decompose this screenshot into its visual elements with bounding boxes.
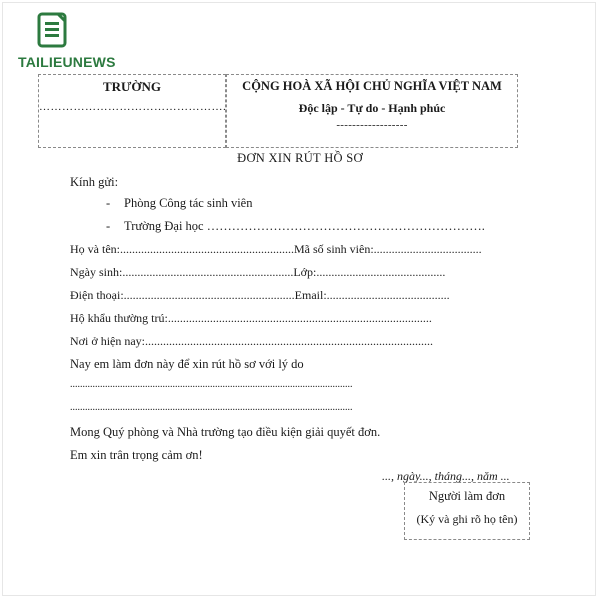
date-line: ..., ngày..., tháng..., năm ... — [382, 469, 510, 483]
phone-field-line: Điện thoại:.........................................................Email:......................................... — [70, 288, 450, 302]
school-name-blank: …………………………………………. — [39, 101, 227, 113]
bullet-dash: - — [106, 219, 111, 233]
reason-intro: Nay em làm đơn này để xin rút hồ sơ với lý do — [70, 357, 304, 371]
logo-text: TAILIEUNEWS — [18, 54, 116, 70]
national-motto: Độc lập - Tự do - Hạnh phúc — [298, 101, 446, 115]
thanks-text: Em xin trân trọng cảm ơn! — [70, 448, 203, 462]
recipient-item — [106, 219, 485, 234]
national-header-box — [226, 74, 518, 148]
request-text: Mong Quý phòng và Nhà trường tạo điều kiện giải quyết đơn. — [70, 425, 381, 439]
motto-underline: ------------------ — [336, 119, 408, 131]
document-title: ĐƠN XIN RÚT HỒ SƠ — [237, 151, 363, 165]
dob-field-line: Ngày sinh:.........................................................Lớp:........................................... — [70, 265, 446, 279]
name-field-line: Họ và tên:..........................................................Mã số sinh viên:.................................... — [70, 242, 482, 256]
school-header-box — [38, 74, 226, 148]
recipient-1: Phòng Công tác sinh viên — [124, 196, 253, 210]
signer-title: Người làm đơn — [428, 489, 506, 503]
recipient-item — [106, 196, 252, 211]
current-address-field-line: Nơi ở hiện nay:................................................................................................ — [70, 334, 434, 348]
reason-blank-line: ................................................................................................................. — [70, 379, 353, 390]
nation-title: CỘNG HOÀ XÃ HỘI CHỦ NGHĨA VIỆT NAM — [242, 79, 502, 93]
recipient-2: Trường Đại học …………………………………………………………. — [124, 219, 485, 233]
greeting: Kính gửi: — [70, 175, 119, 189]
signature-note: (Ký và ghi rõ họ tên) — [416, 512, 518, 526]
bullet-dash: - — [106, 196, 111, 210]
residence-field-line: Hộ khẩu thường trú:........................................................................................ — [70, 311, 432, 325]
reason-blank-line: ................................................................................................................. — [70, 402, 353, 413]
signature-box — [404, 482, 530, 540]
document-icon — [36, 12, 72, 50]
school-label: TRƯỜNG — [102, 79, 162, 94]
